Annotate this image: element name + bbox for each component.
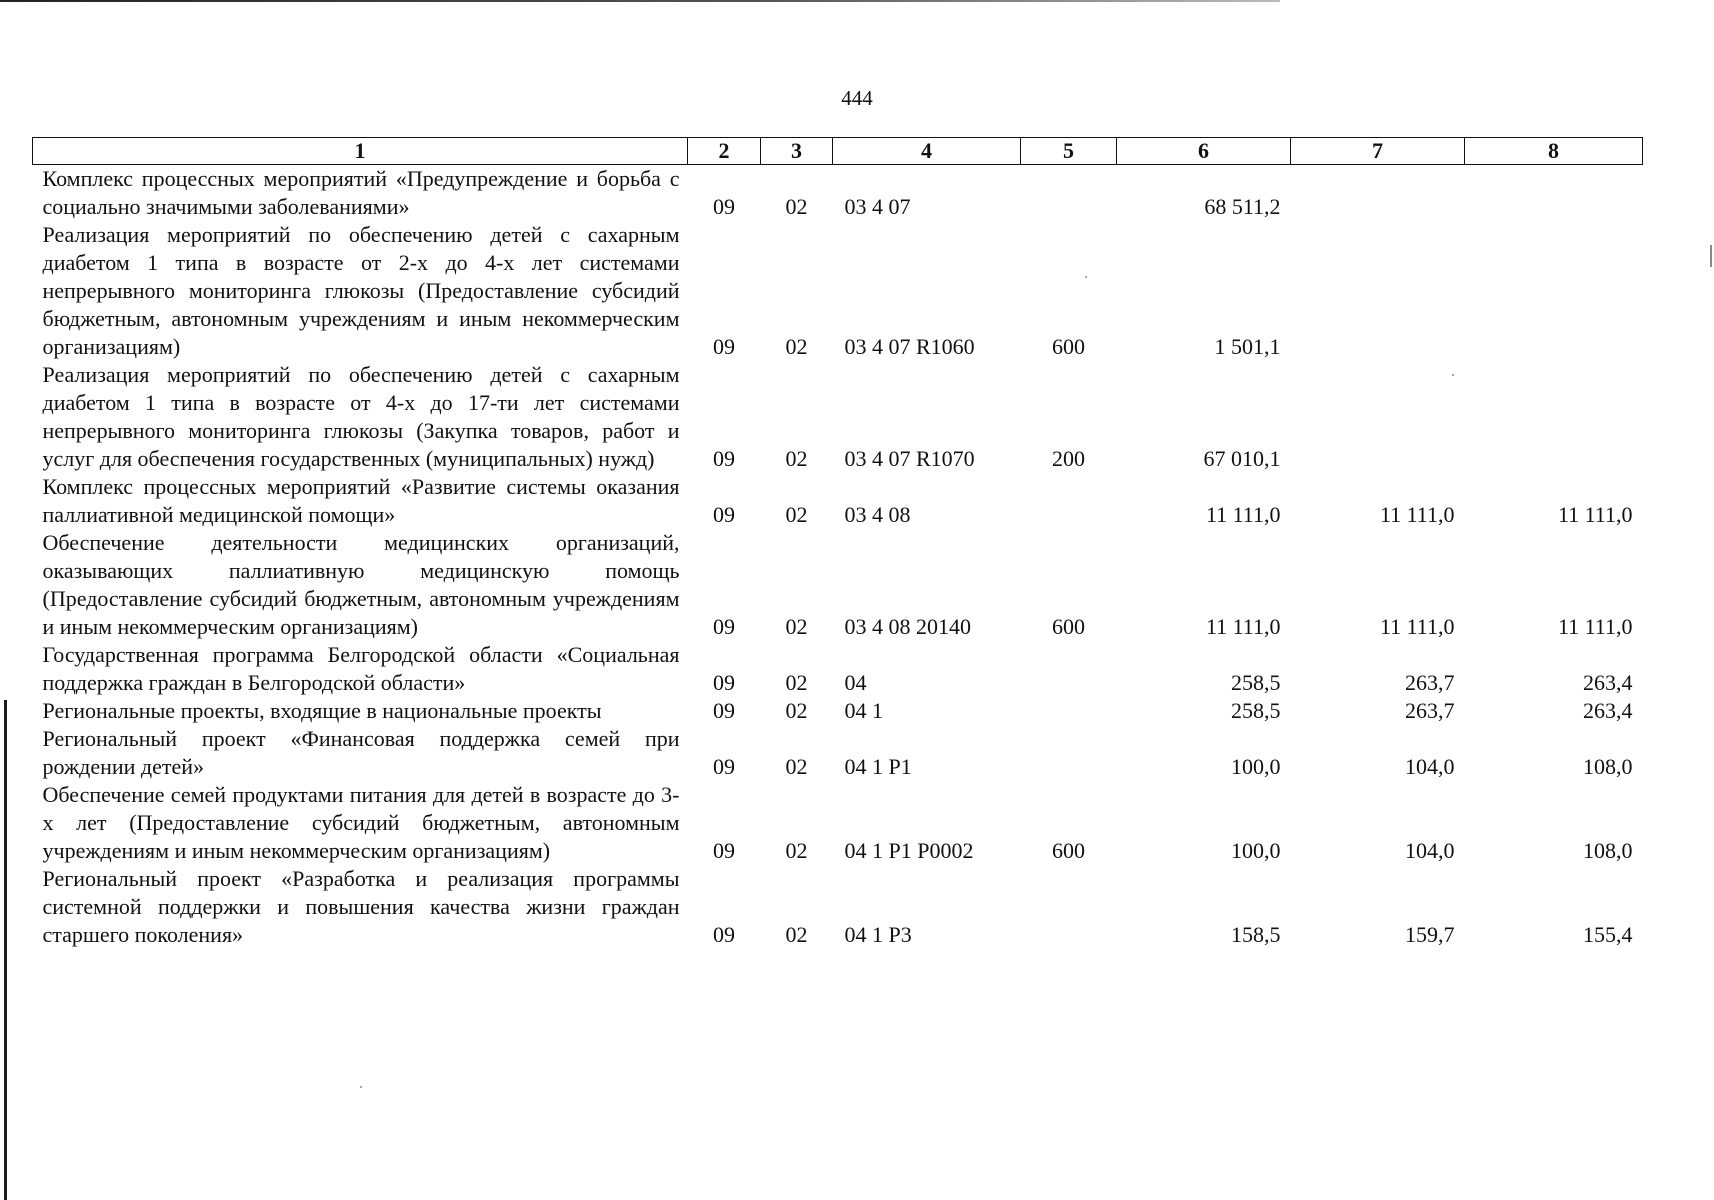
table-row [33, 641, 1643, 697]
row-target-code: 03 4 08 20140 [844, 614, 971, 639]
row-section: 09 [713, 670, 735, 695]
row-expense-type [1021, 697, 1117, 725]
row-amount-6: 11 111,0 [1205, 614, 1281, 639]
row-section: 09 [713, 502, 735, 527]
row-amount-6: 67 010,1 [1203, 446, 1281, 471]
header-cell: 7 [1291, 138, 1465, 165]
table-body [33, 165, 1643, 950]
row-subsection: 02 [785, 670, 808, 695]
row-section: 09 [713, 334, 735, 359]
row-amount-8: 108,0 [1583, 754, 1633, 779]
row-section: 09 [713, 614, 735, 639]
row-section: 09 [713, 446, 735, 471]
row-amount-6: 68 511,2 [1204, 194, 1281, 219]
row-subsection: 02 [785, 838, 808, 863]
row-target-code: 04 1 [844, 698, 883, 723]
row-section: 09 [713, 754, 735, 779]
row-target-code: 03 4 08 [844, 502, 911, 527]
row-amount-7: 159,7 [1405, 922, 1455, 947]
row-amount-6: 100,0 [1231, 754, 1281, 779]
header-cell: 4 [833, 138, 1021, 165]
row-amount-7: 104,0 [1405, 754, 1455, 779]
row-amount-6: 258,5 [1231, 670, 1281, 695]
row-section: 09 [713, 194, 735, 219]
row-target-code: 04 1 P1 [844, 754, 912, 779]
row-subsection: 02 [785, 194, 808, 219]
row-section: 09 [713, 922, 735, 947]
row-expense-type [1021, 725, 1117, 781]
row-name: Реализация мероприятий по обеспечению детей с сахарным диабетом 1 типа в возрасте от 4-х до 17-ти лет системами непрерывного мониторинга глюкозы (Закупка товаров, работ и услуг для обеспечения государственных (муниципальных) нужд) [42, 362, 680, 471]
row-amount-7: 263,7 [1405, 670, 1455, 695]
scan-edge-left [4, 700, 7, 1200]
row-section: 09 [713, 698, 735, 723]
row-expense-type: 600 [1052, 334, 1085, 359]
row-amount-8: 155,4 [1583, 922, 1633, 947]
row-expense-type: 600 [1052, 838, 1085, 863]
row-amount-8: 263,4 [1583, 698, 1633, 723]
budget-table [32, 137, 1643, 949]
row-amount-8: 11 111,0 [1557, 614, 1633, 639]
row-expense-type: 200 [1052, 446, 1085, 471]
row-amount-7 [1291, 165, 1465, 222]
table-row [33, 221, 1643, 361]
row-name: Государственная программа Белгородской области «Социальная поддержка граждан в Белгородской области» [42, 642, 680, 695]
table-row [33, 865, 1643, 949]
header-cell: 5 [1021, 138, 1117, 165]
row-expense-type: 600 [1052, 614, 1085, 639]
page-number: 444 [841, 86, 873, 110]
row-expense-type [1021, 473, 1117, 529]
table-row [33, 361, 1643, 473]
row-amount-7: 104,0 [1405, 838, 1455, 863]
row-name: Комплекс процессных мероприятий «Развитие системы оказания паллиативной медицинской помощи» [42, 474, 680, 527]
row-amount-8 [1465, 165, 1643, 222]
table-row [33, 529, 1643, 641]
row-amount-6: 1 501,1 [1214, 334, 1281, 359]
header-cell: 1 [33, 138, 688, 165]
row-amount-6: 258,5 [1231, 698, 1281, 723]
row-amount-8: 108,0 [1583, 838, 1633, 863]
row-amount-8 [1465, 221, 1643, 361]
table-row [33, 165, 1643, 222]
row-target-code: 03 4 07 R1070 [844, 446, 975, 471]
row-name: Обеспечение деятельности медицинских организаций, оказывающих паллиативную медицинскую помощь (Предоставление субсидий бюджетным, автономным учреждениям и иным некоммерческим организациям) [42, 530, 680, 639]
row-expense-type [1021, 865, 1117, 949]
row-name: Реализация мероприятий по обеспечению детей с сахарным диабетом 1 типа в возрасте от 2-х до 4-х лет системами непрерывного мониторинга глюкозы (Предоставление субсидий бюджетным, автономным учреждениям и иным некоммерческим организациям) [42, 222, 680, 359]
row-amount-7: 11 111,0 [1379, 502, 1455, 527]
row-name: Обеспечение семей продуктами питания для детей в возрасте до 3-х лет (Предоставление субсидий бюджетным, автономным учреждениям и иным некоммерческим организациям) [42, 782, 680, 863]
row-amount-6: 11 111,0 [1205, 502, 1281, 527]
row-subsection: 02 [785, 922, 808, 947]
header-cell: 6 [1117, 138, 1291, 165]
row-target-code: 04 1 P3 [844, 922, 912, 947]
row-amount-6: 100,0 [1231, 838, 1281, 863]
table-row [33, 473, 1643, 529]
table-row [33, 781, 1643, 865]
row-target-code: 03 4 07 R1060 [844, 334, 975, 359]
scan-edge-top [0, 0, 1280, 2]
header-cell: 8 [1465, 138, 1643, 165]
row-subsection: 02 [785, 614, 808, 639]
row-name: Комплекс процессных мероприятий «Предупреждение и борьба с социально значимыми заболеваниями» [42, 166, 680, 219]
header-cell: 3 [761, 138, 833, 165]
row-target-code: 04 [844, 670, 867, 695]
row-subsection: 02 [785, 334, 808, 359]
row-section: 09 [713, 838, 735, 863]
row-name: Региональные проекты, входящие в национальные проекты [42, 698, 602, 723]
header-cell: 2 [688, 138, 761, 165]
row-amount-8: 263,4 [1583, 670, 1633, 695]
row-target-code: 04 1 P1 P0002 [844, 838, 974, 863]
header-row [33, 138, 1643, 165]
row-amount-7 [1291, 361, 1465, 473]
row-amount-8: 11 111,0 [1557, 502, 1633, 527]
table-row [33, 725, 1643, 781]
scan-speck [360, 1086, 362, 1088]
table-row [33, 697, 1643, 725]
scan-edge-right [1710, 245, 1712, 267]
row-amount-7: 263,7 [1405, 698, 1455, 723]
row-amount-7: 11 111,0 [1379, 614, 1455, 639]
row-expense-type [1021, 641, 1117, 697]
row-subsection: 02 [785, 502, 808, 527]
row-subsection: 02 [785, 446, 808, 471]
row-amount-6: 158,5 [1231, 922, 1281, 947]
row-subsection: 02 [785, 698, 808, 723]
row-target-code: 03 4 07 [844, 194, 911, 219]
row-subsection: 02 [785, 754, 808, 779]
row-name: Региональный проект «Разработка и реализация программы системной поддержки и повышения качества жизни граждан старшего поколения» [42, 866, 680, 947]
row-name: Региональный проект «Финансовая поддержка семей при рождении детей» [42, 726, 680, 779]
row-expense-type [1021, 165, 1117, 222]
row-amount-8 [1465, 361, 1643, 473]
row-amount-7 [1291, 221, 1465, 361]
